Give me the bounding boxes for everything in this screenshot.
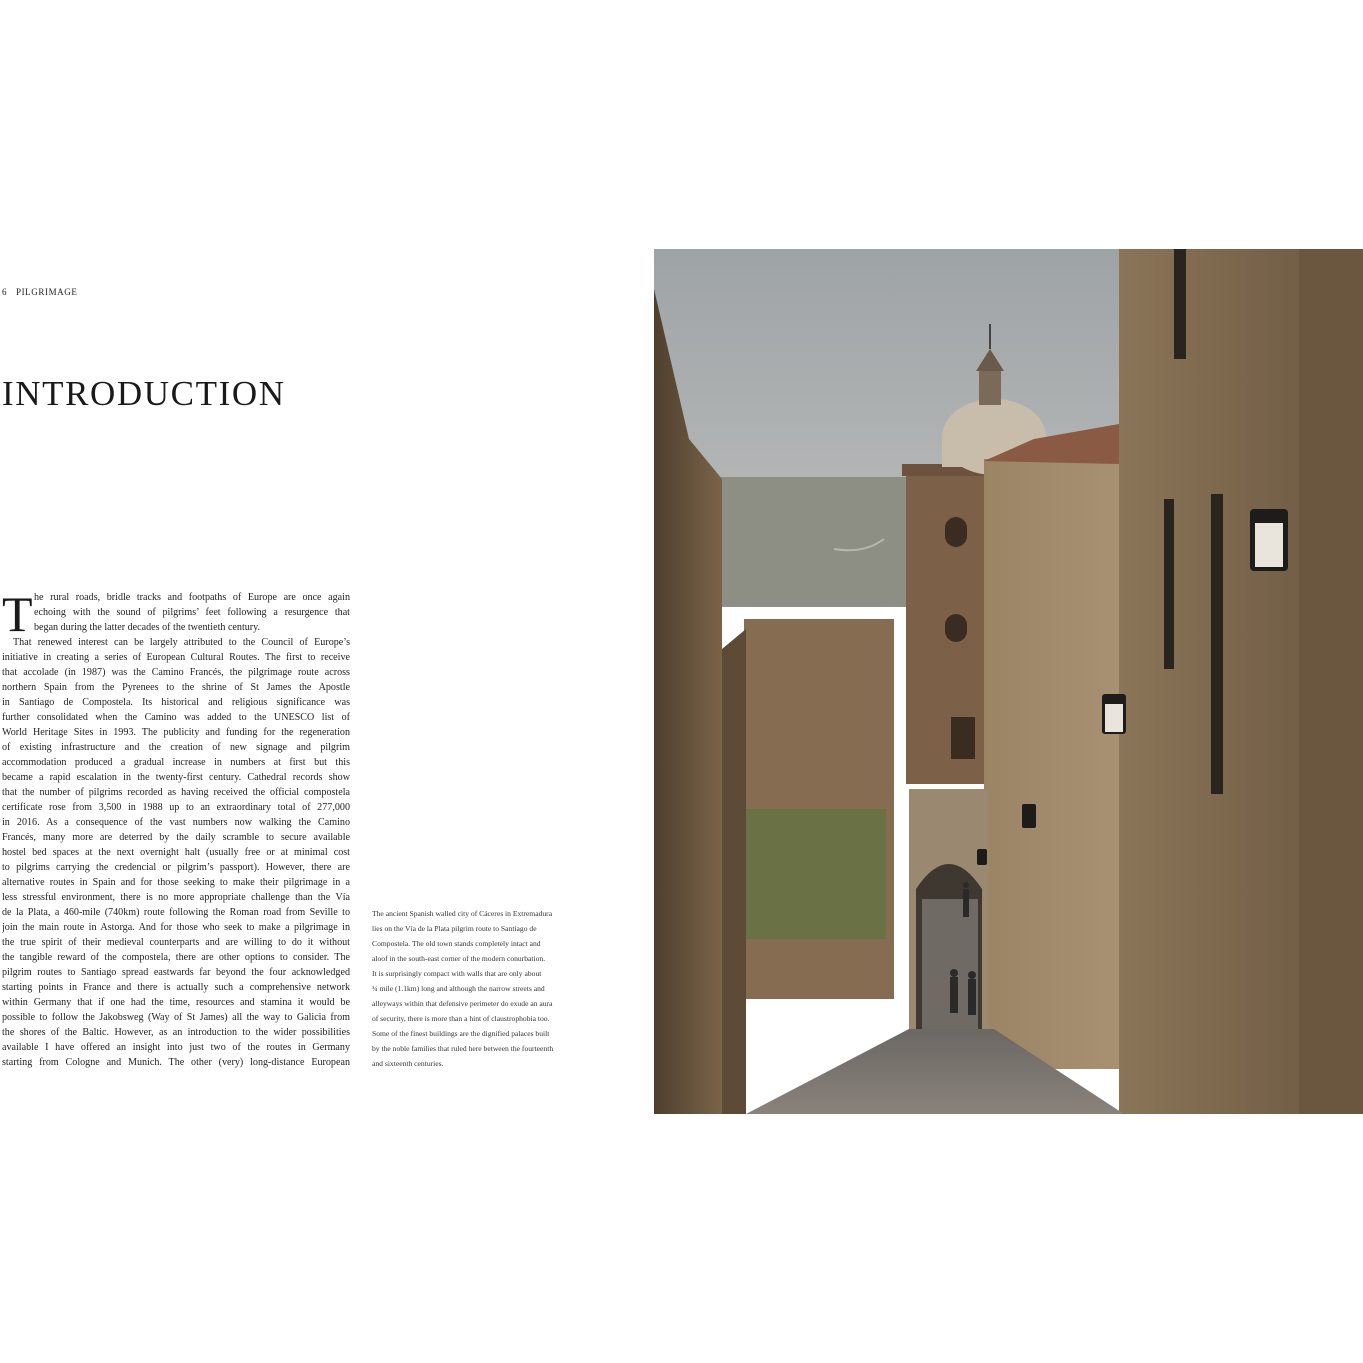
body-line: hostel bed spaces at the next overnight halt (usually free or at minimal cost — [2, 847, 350, 858]
body-line: of existing infrastructure and the creation of new signage and pilgrim — [2, 742, 350, 753]
body-line: less stressful environment, there is no more appropriate challenge than the Vía — [2, 892, 350, 903]
section-name: PILGRIMAGE — [15, 287, 78, 297]
caption-line: aloof in the south-east corner of the modern conurbation. — [372, 954, 546, 963]
body-line: join the main route in Astorga. And for those who seek to make a pilgrimage in — [2, 922, 350, 933]
mid-left-garden — [746, 809, 886, 939]
caption-line: It is surprisingly compact with walls that are only about — [372, 969, 542, 978]
body-line: alternative routes in Spain and for those seeking to make their pilgrimage in a — [2, 877, 350, 888]
caption-line: of security, there is more than a hint of claustrophobia too. — [372, 1014, 550, 1023]
body-line: Francés, many more are deterred by the daily scramble to secure available — [2, 832, 350, 843]
body-line: World Heritage Sites in 1993. The publicity and funding for the regeneration — [2, 727, 350, 738]
body-line: the true spirit of their medieval counterparts and are willing to do it without — [2, 937, 350, 948]
page-number: 6 — [2, 287, 8, 297]
running-head — [2, 287, 77, 297]
caption-line: ¾ mile (1.1km) long and although the narrow streets and — [372, 984, 545, 993]
body-line: that the number of pilgrims recorded as having received the official compostela — [2, 787, 350, 798]
body-line: possible to follow the Jakobsweg (Way of St James) all the way to Galicia from — [2, 1012, 350, 1023]
body-line: de la Plata, a 460-mile (740km) route following the Roman road from Seville to — [2, 907, 350, 918]
body-line: starting points in France and there is actually such a comprehensive network — [2, 982, 350, 993]
caption-line: lies on the Vía de la Plata pilgrim route to Santiago de — [372, 924, 537, 933]
body-line: to pilgrims carrying the credencial or pilgrim’s passport). However, there are — [2, 862, 350, 873]
body-line: That renewed interest can be largely attributed to the Council of Europe’s — [13, 637, 350, 648]
caption-line: by the noble families that ruled here between the fourteenth — [372, 1044, 554, 1053]
body-line: the shores of the Baltic. However, as an introduction to the wider possibilities — [2, 1027, 350, 1038]
body-line: accommodation produced a gradual increase in numbers at first but this — [2, 757, 350, 768]
body-line: he rural roads, bridle tracks and footpaths of Europe are once again — [34, 592, 350, 603]
mid-right-building — [984, 459, 1119, 1069]
body-line: starting from Cologne and Munich. The other (very) long-distance European — [2, 1057, 350, 1068]
caption-line: alleyways within that defensive perimeter do exude an aura — [372, 999, 553, 1008]
distant-plain — [714, 477, 914, 607]
body-line: pilgrim routes to Santiago spread eastwards far beyond the four acknowledged — [2, 967, 350, 978]
drop-cap: T — [2, 586, 33, 642]
caption-line: The ancient Spanish walled city of Cáceres in Extremadura — [372, 909, 553, 918]
chapter-title: INTRODUCTION — [2, 374, 286, 413]
body-line: further consolidated when the Camino was added to the UNESCO list of — [2, 712, 350, 723]
caceres-street-photo — [654, 249, 1363, 1114]
caption-line: Compostela. The old town stands completely intact and — [372, 939, 541, 948]
body-line: the tangible reward of the compostela, there are other options to consider. The — [2, 952, 350, 963]
body-text — [2, 586, 350, 1070]
body-line: in Santiago de Compostela. Its historical and religious significance was — [2, 697, 350, 708]
photo-caption — [372, 906, 600, 1071]
body-line: that accolade (in 1987) was the Camino Francés, the pilgrimage route across — [2, 667, 350, 678]
body-line: initiative in creating a series of European Cultural Routes. The first to receive — [2, 652, 350, 663]
body-line: began during the latter decades of the twentieth century. — [34, 622, 261, 633]
body-line: northern Spain from the Pyrenees to the shrine of St James the Apostle — [2, 682, 350, 693]
caption-line: and sixteenth centuries. — [372, 1059, 444, 1068]
body-line: became a rapid escalation in the twenty-first century. Cathedral records show — [2, 772, 350, 783]
body-line: in 2016. As a consequence of the vast numbers now walking the Camino — [2, 817, 350, 828]
body-line: within Germany that if one had the time, resources and stamina it would be — [2, 997, 350, 1008]
body-line: echoing with the sound of pilgrims’ feet following a resurgence that — [34, 607, 350, 618]
caption-line: Some of the finest buildings are the dignified palaces built — [372, 1029, 550, 1038]
body-line: certificate rose from 3,500 in 1988 up to an extraordinary total of 277,000 — [2, 802, 350, 813]
body-line: available I have offered an insight into just two of the routes in Germany — [2, 1042, 350, 1053]
